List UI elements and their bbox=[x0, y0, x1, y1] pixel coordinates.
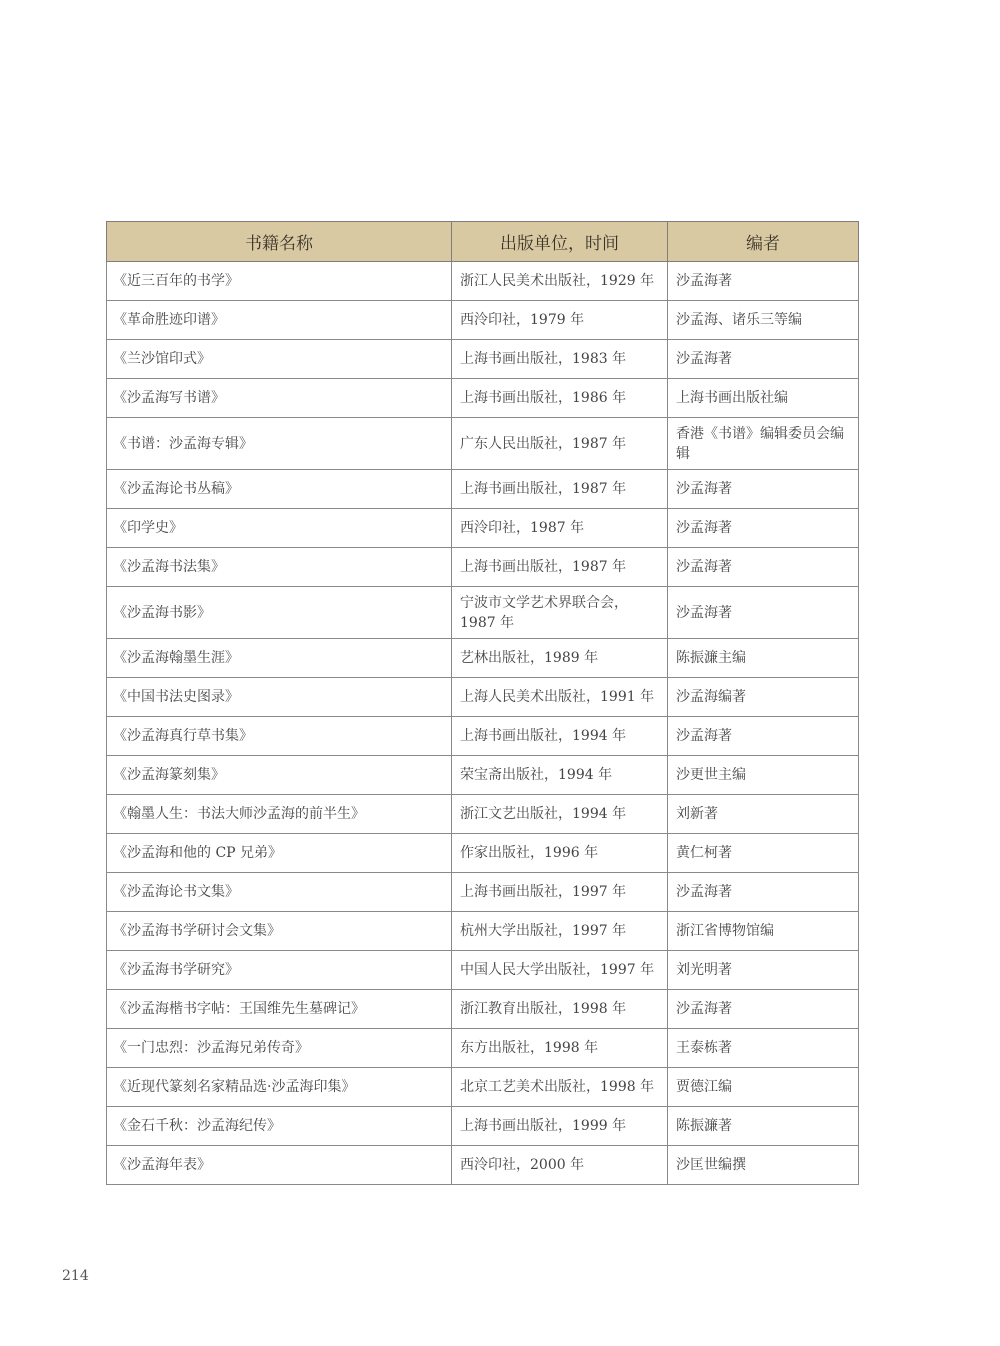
editor-cell: 沙孟海著 bbox=[668, 717, 859, 756]
publisher-date-cell: 艺林出版社，1989 年 bbox=[452, 639, 668, 678]
table-row bbox=[107, 678, 859, 717]
editor-cell: 沙孟海著 bbox=[668, 587, 859, 639]
publisher-date-cell: 浙江教育出版社，1998 年 bbox=[452, 990, 668, 1029]
editor-cell: 沙孟海著 bbox=[668, 509, 859, 548]
table-row bbox=[107, 717, 859, 756]
table-row bbox=[107, 587, 859, 639]
publisher-date-cell: 上海书画出版社，1999 年 bbox=[452, 1107, 668, 1146]
publisher-date-cell: 上海人民美术出版社，1991 年 bbox=[452, 678, 668, 717]
editor-cell: 陈振濂主编 bbox=[668, 639, 859, 678]
table-row bbox=[107, 1068, 859, 1107]
column-header-editor: 编者 bbox=[668, 222, 859, 262]
editor-cell: 王泰栋著 bbox=[668, 1029, 859, 1068]
book-title-cell: 《沙孟海写书谱》 bbox=[107, 379, 452, 418]
table-row bbox=[107, 340, 859, 379]
editor-cell: 沙孟海编著 bbox=[668, 678, 859, 717]
page-number: 214 bbox=[62, 1268, 89, 1284]
table-row bbox=[107, 418, 859, 470]
editor-cell: 陈振濂著 bbox=[668, 1107, 859, 1146]
table-row bbox=[107, 262, 859, 301]
book-title-cell: 《沙孟海和他的 CP 兄弟》 bbox=[107, 834, 452, 873]
publisher-date-cell: 浙江人民美术出版社，1929 年 bbox=[452, 262, 668, 301]
publisher-date-cell: 中国人民大学出版社，1997 年 bbox=[452, 951, 668, 990]
editor-cell: 沙孟海著 bbox=[668, 470, 859, 509]
editor-cell: 沙孟海、诸乐三等编 bbox=[668, 301, 859, 340]
book-title-cell: 《中国书法史图录》 bbox=[107, 678, 452, 717]
column-header-publisher: 出版单位，时间 bbox=[452, 222, 668, 262]
editor-cell: 刘新著 bbox=[668, 795, 859, 834]
book-title-cell: 《沙孟海书学研究》 bbox=[107, 951, 452, 990]
table-row bbox=[107, 951, 859, 990]
book-title-cell: 《金石千秋：沙孟海纪传》 bbox=[107, 1107, 452, 1146]
book-title-cell: 《近三百年的书学》 bbox=[107, 262, 452, 301]
publisher-date-cell: 东方出版社，1998 年 bbox=[452, 1029, 668, 1068]
book-title-cell: 《沙孟海书法集》 bbox=[107, 548, 452, 587]
table-row bbox=[107, 912, 859, 951]
publisher-date-cell: 浙江文艺出版社，1994 年 bbox=[452, 795, 668, 834]
book-title-cell: 《书谱：沙孟海专辑》 bbox=[107, 418, 452, 470]
publisher-date-cell: 西泠印社，1987 年 bbox=[452, 509, 668, 548]
book-title-cell: 《翰墨人生：书法大师沙孟海的前半生》 bbox=[107, 795, 452, 834]
book-list-table bbox=[106, 221, 859, 1185]
table-header-row bbox=[107, 222, 859, 262]
publisher-date-cell: 杭州大学出版社，1997 年 bbox=[452, 912, 668, 951]
table-row bbox=[107, 795, 859, 834]
editor-cell: 沙孟海著 bbox=[668, 990, 859, 1029]
table-row bbox=[107, 873, 859, 912]
book-title-cell: 《沙孟海翰墨生涯》 bbox=[107, 639, 452, 678]
publisher-date-cell: 上海书画出版社，1997 年 bbox=[452, 873, 668, 912]
book-title-cell: 《沙孟海书影》 bbox=[107, 587, 452, 639]
publisher-date-cell: 宁波市文学艺术界联合会，1987 年 bbox=[452, 587, 668, 639]
table-row bbox=[107, 1107, 859, 1146]
table-row bbox=[107, 548, 859, 587]
editor-cell: 沙更世主编 bbox=[668, 756, 859, 795]
book-title-cell: 《沙孟海篆刻集》 bbox=[107, 756, 452, 795]
publisher-date-cell: 西泠印社，2000 年 bbox=[452, 1146, 668, 1185]
editor-cell: 香港《书谱》编辑委员会编辑 bbox=[668, 418, 859, 470]
book-title-cell: 《革命胜迹印谱》 bbox=[107, 301, 452, 340]
book-title-cell: 《沙孟海书学研讨会文集》 bbox=[107, 912, 452, 951]
book-title-cell: 《沙孟海论书丛稿》 bbox=[107, 470, 452, 509]
table-row bbox=[107, 756, 859, 795]
publisher-date-cell: 西泠印社，1979 年 bbox=[452, 301, 668, 340]
publisher-date-cell: 广东人民出版社，1987 年 bbox=[452, 418, 668, 470]
book-title-cell: 《沙孟海年表》 bbox=[107, 1146, 452, 1185]
table-row bbox=[107, 1029, 859, 1068]
table-row bbox=[107, 301, 859, 340]
publisher-date-cell: 上海书画出版社，1994 年 bbox=[452, 717, 668, 756]
table-row bbox=[107, 509, 859, 548]
editor-cell: 上海书画出版社编 bbox=[668, 379, 859, 418]
editor-cell: 刘光明著 bbox=[668, 951, 859, 990]
publisher-date-cell: 上海书画出版社，1987 年 bbox=[452, 548, 668, 587]
book-title-cell: 《一门忠烈：沙孟海兄弟传奇》 bbox=[107, 1029, 452, 1068]
editor-cell: 沙孟海著 bbox=[668, 340, 859, 379]
column-header-title: 书籍名称 bbox=[107, 222, 452, 262]
editor-cell: 浙江省博物馆编 bbox=[668, 912, 859, 951]
editor-cell: 沙孟海著 bbox=[668, 262, 859, 301]
table-body bbox=[107, 262, 859, 1185]
publisher-date-cell: 上海书画出版社，1987 年 bbox=[452, 470, 668, 509]
table-row bbox=[107, 990, 859, 1029]
book-title-cell: 《沙孟海楷书字帖：王国维先生墓碑记》 bbox=[107, 990, 452, 1029]
table-row bbox=[107, 379, 859, 418]
table-row bbox=[107, 834, 859, 873]
publisher-date-cell: 作家出版社，1996 年 bbox=[452, 834, 668, 873]
book-title-cell: 《兰沙馆印式》 bbox=[107, 340, 452, 379]
editor-cell: 沙孟海著 bbox=[668, 873, 859, 912]
publisher-date-cell: 荣宝斋出版社，1994 年 bbox=[452, 756, 668, 795]
book-title-cell: 《沙孟海真行草书集》 bbox=[107, 717, 452, 756]
editor-cell: 沙匡世编撰 bbox=[668, 1146, 859, 1185]
table-row bbox=[107, 1146, 859, 1185]
editor-cell: 黄仁柯著 bbox=[668, 834, 859, 873]
book-title-cell: 《沙孟海论书文集》 bbox=[107, 873, 452, 912]
table-row bbox=[107, 470, 859, 509]
book-title-cell: 《印学史》 bbox=[107, 509, 452, 548]
table-row bbox=[107, 639, 859, 678]
editor-cell: 贾德江编 bbox=[668, 1068, 859, 1107]
publisher-date-cell: 上海书画出版社，1986 年 bbox=[452, 379, 668, 418]
publisher-date-cell: 上海书画出版社，1983 年 bbox=[452, 340, 668, 379]
editor-cell: 沙孟海著 bbox=[668, 548, 859, 587]
book-title-cell: 《近现代篆刻名家精品选·沙孟海印集》 bbox=[107, 1068, 452, 1107]
publisher-date-cell: 北京工艺美术出版社，1998 年 bbox=[452, 1068, 668, 1107]
